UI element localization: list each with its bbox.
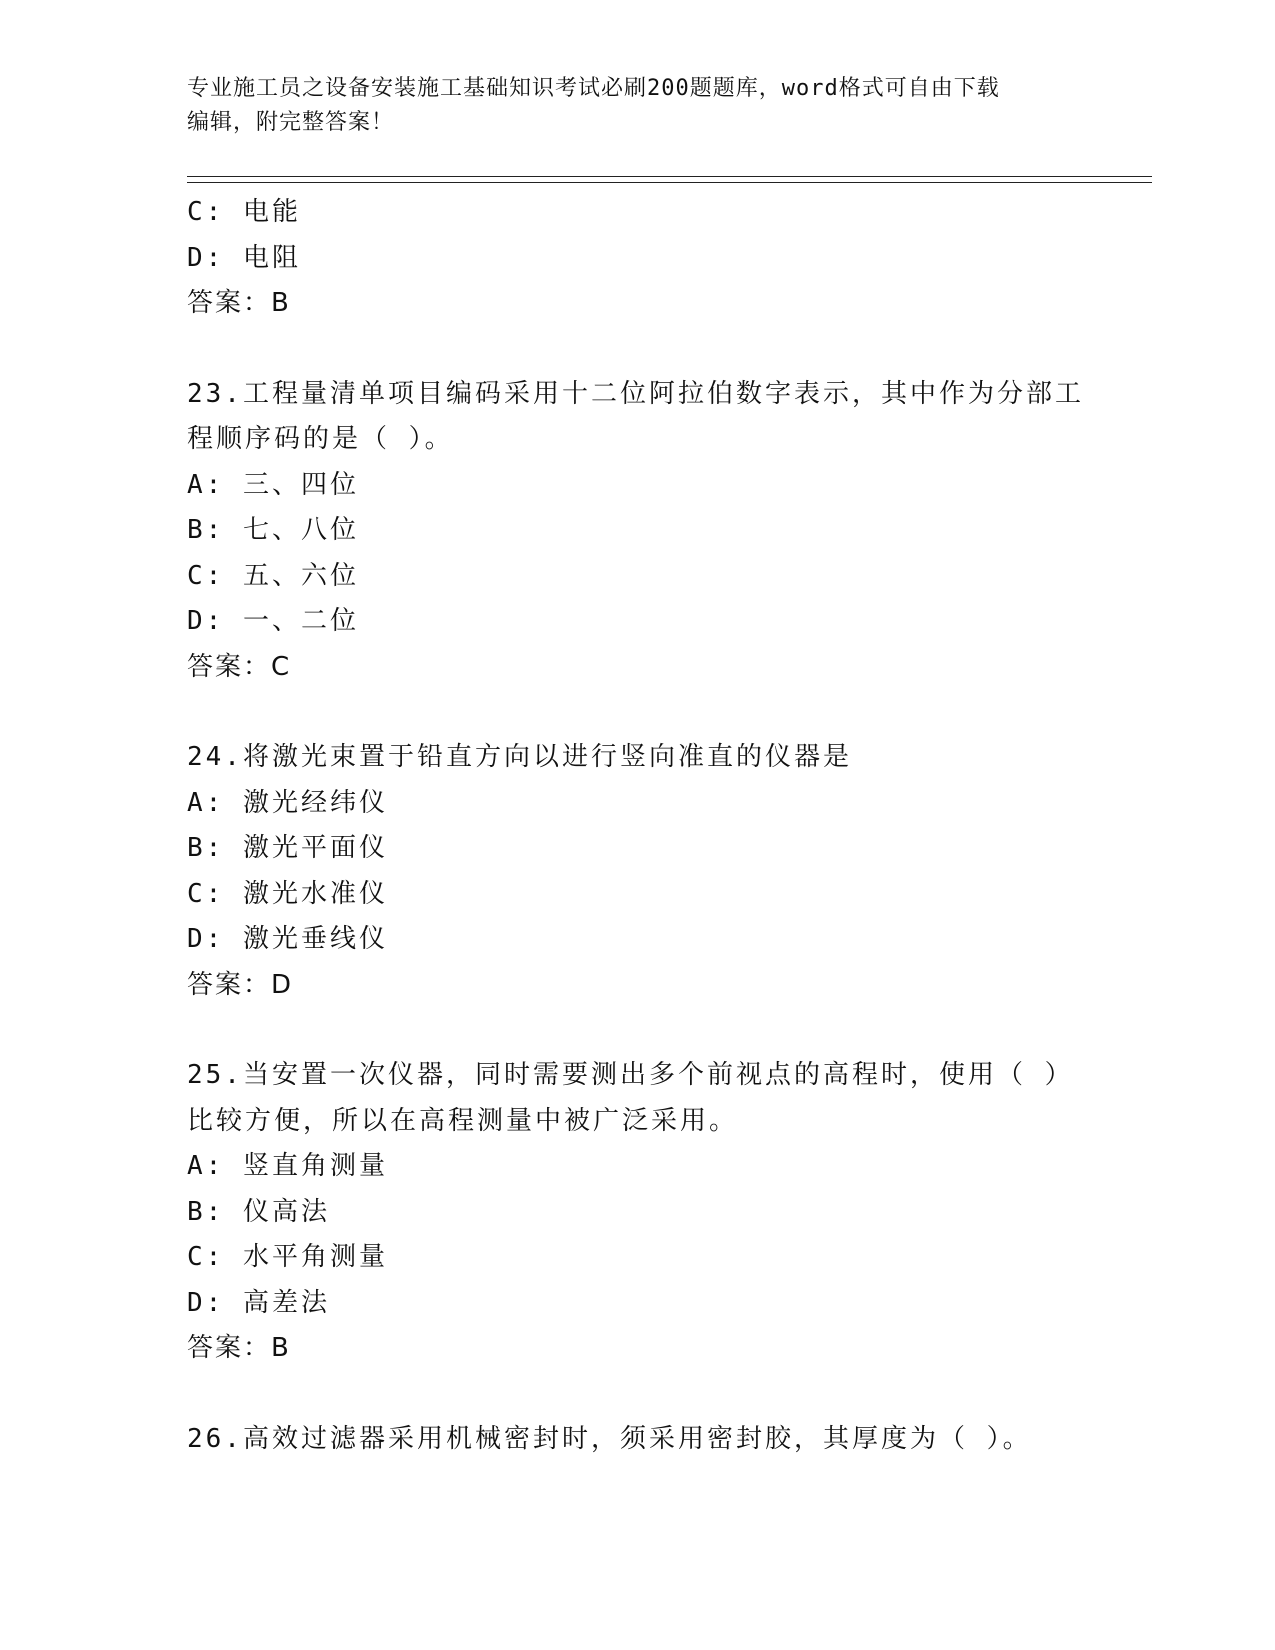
answer-line: 答案：B [187,288,291,318]
question-stem: 25.当安置一次仪器，同时需要测出多个前视点的高程时，使用（ ） [187,1060,1074,1090]
document-header [187,72,1087,140]
option-c: C: 电能 [187,197,301,227]
answer-line: 答案：B [187,1333,291,1363]
question-26 [187,1417,1107,1463]
option-a: A: 激光经纬仪 [187,787,388,818]
header-divider-bottom [187,182,1152,183]
header-divider-top [187,176,1152,177]
option-c: C: 五、六位 [187,560,359,591]
question-25 [187,1053,1107,1372]
option-c: C: 水平角测量 [187,1242,388,1272]
answer-line: 答案：C [187,651,292,682]
option-d: D: 激光垂线仪 [187,924,388,954]
header-line-1: 专业施工员之设备安装施工基础知识考试必刷200题题库，word格式可自由下载 [187,76,1000,101]
option-d: D: 一、二位 [187,606,359,636]
option-a: A: 竖直角测量 [187,1151,388,1181]
option-d: D: 高差法 [187,1287,330,1318]
option-b: B: 激光平面仪 [187,833,388,863]
question-23 [187,372,1107,691]
question-stem: 26.高效过滤器采用机械密封时，须采用密封胶，其厚度为（ ）。 [187,1423,1032,1454]
question-24 [187,735,1107,1008]
question-22-tail [187,190,1107,327]
question-stem: 23.工程量清单项目编码采用十二位阿拉伯数字表示，其中作为分部工 [187,378,1084,409]
question-stem-continued: 比较方便，所以在高程测量中被广泛采用。 [187,1105,739,1136]
option-c: C: 激光水准仪 [187,878,388,909]
question-stem-continued: 程顺序码的是（ ）。 [187,424,454,454]
answer-line: 答案：D [187,969,294,1000]
option-a: A: 三、四位 [187,469,359,500]
option-b: B: 仪高法 [187,1196,330,1227]
question-stem: 24.将激光束置于铅直方向以进行竖向准直的仪器是 [187,742,852,772]
option-d: D: 电阻 [187,242,301,273]
option-b: B: 七、八位 [187,515,359,545]
header-line-2: 编辑，附完整答案！ [187,110,395,135]
document-body [187,190,1107,1462]
